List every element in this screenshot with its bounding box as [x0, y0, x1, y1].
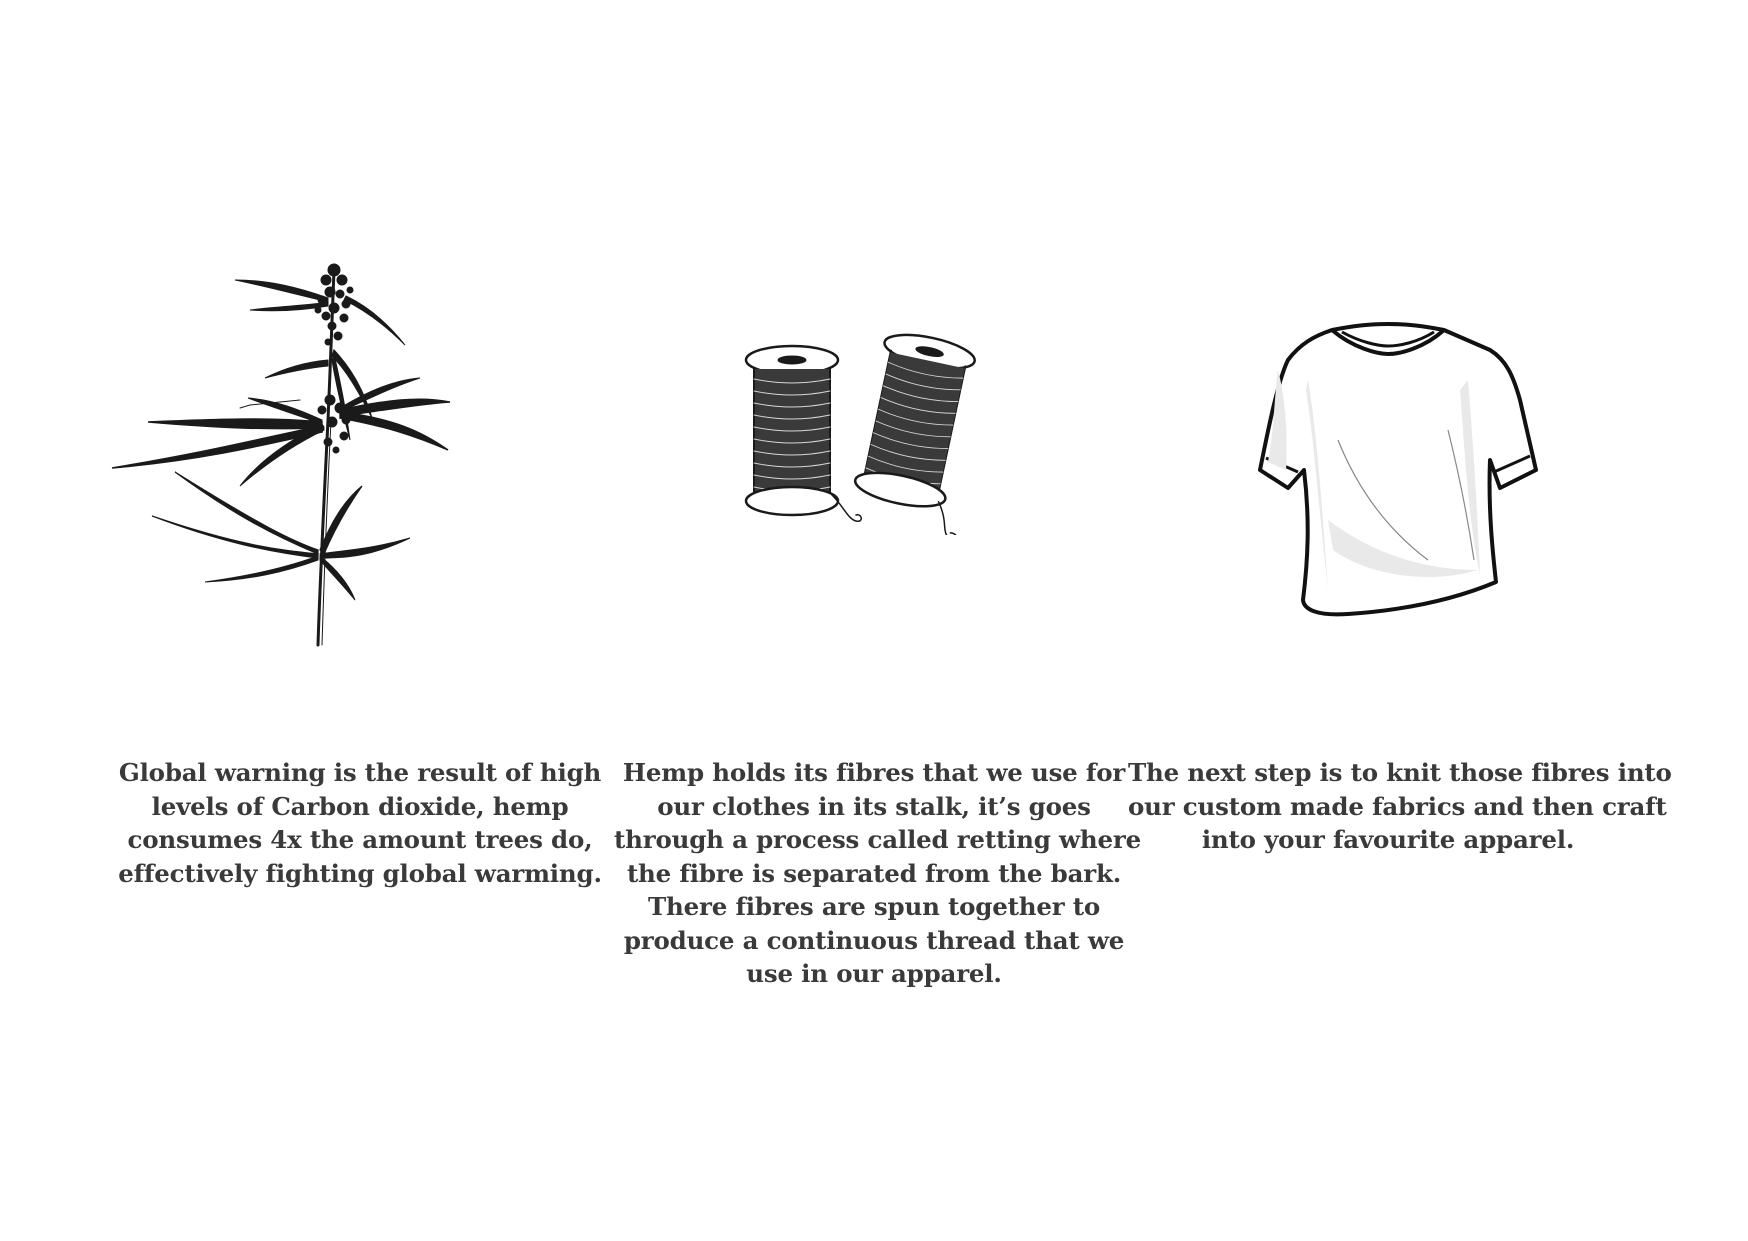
caption-shirt: [1128, 756, 1672, 857]
panel-hemp: [100, 0, 620, 1241]
caption-line: levels of Carbon dioxide, hemp: [151, 791, 569, 821]
panel-spools: [614, 0, 1142, 1241]
caption-line: our custom made fabrics and then craft: [1128, 791, 1667, 821]
caption-line: Hemp holds its fibres that we use for: [622, 758, 1126, 787]
caption-hemp: [100, 756, 620, 890]
caption-line: There fibres are spun together to: [647, 892, 1101, 921]
hemp-plant-icon: [100, 250, 620, 670]
caption-line: The next step is to knit those fibres into: [1128, 758, 1672, 787]
panel-shirt: [1128, 0, 1672, 1241]
caption-line: Global warning is the result of high: [118, 758, 602, 787]
caption-line: the fibre is separated from the bark.: [626, 858, 1122, 888]
caption-line: use in our apparel.: [746, 959, 1002, 988]
caption-line: produce a continuous thread that we: [623, 925, 1125, 955]
caption-line: effectively fighting global warming.: [118, 858, 602, 888]
caption-line: into your favourite apparel.: [1201, 825, 1575, 854]
caption-line: our clothes in its stalk, it’s goes: [657, 791, 1091, 821]
caption-line: through a process called retting where: [614, 825, 1142, 854]
caption-spools: [614, 756, 1142, 991]
t-shirt-icon: [1128, 320, 1648, 630]
caption-line: consumes 4x the amount trees do,: [127, 825, 593, 854]
thread-spools-icon: [614, 315, 1134, 535]
